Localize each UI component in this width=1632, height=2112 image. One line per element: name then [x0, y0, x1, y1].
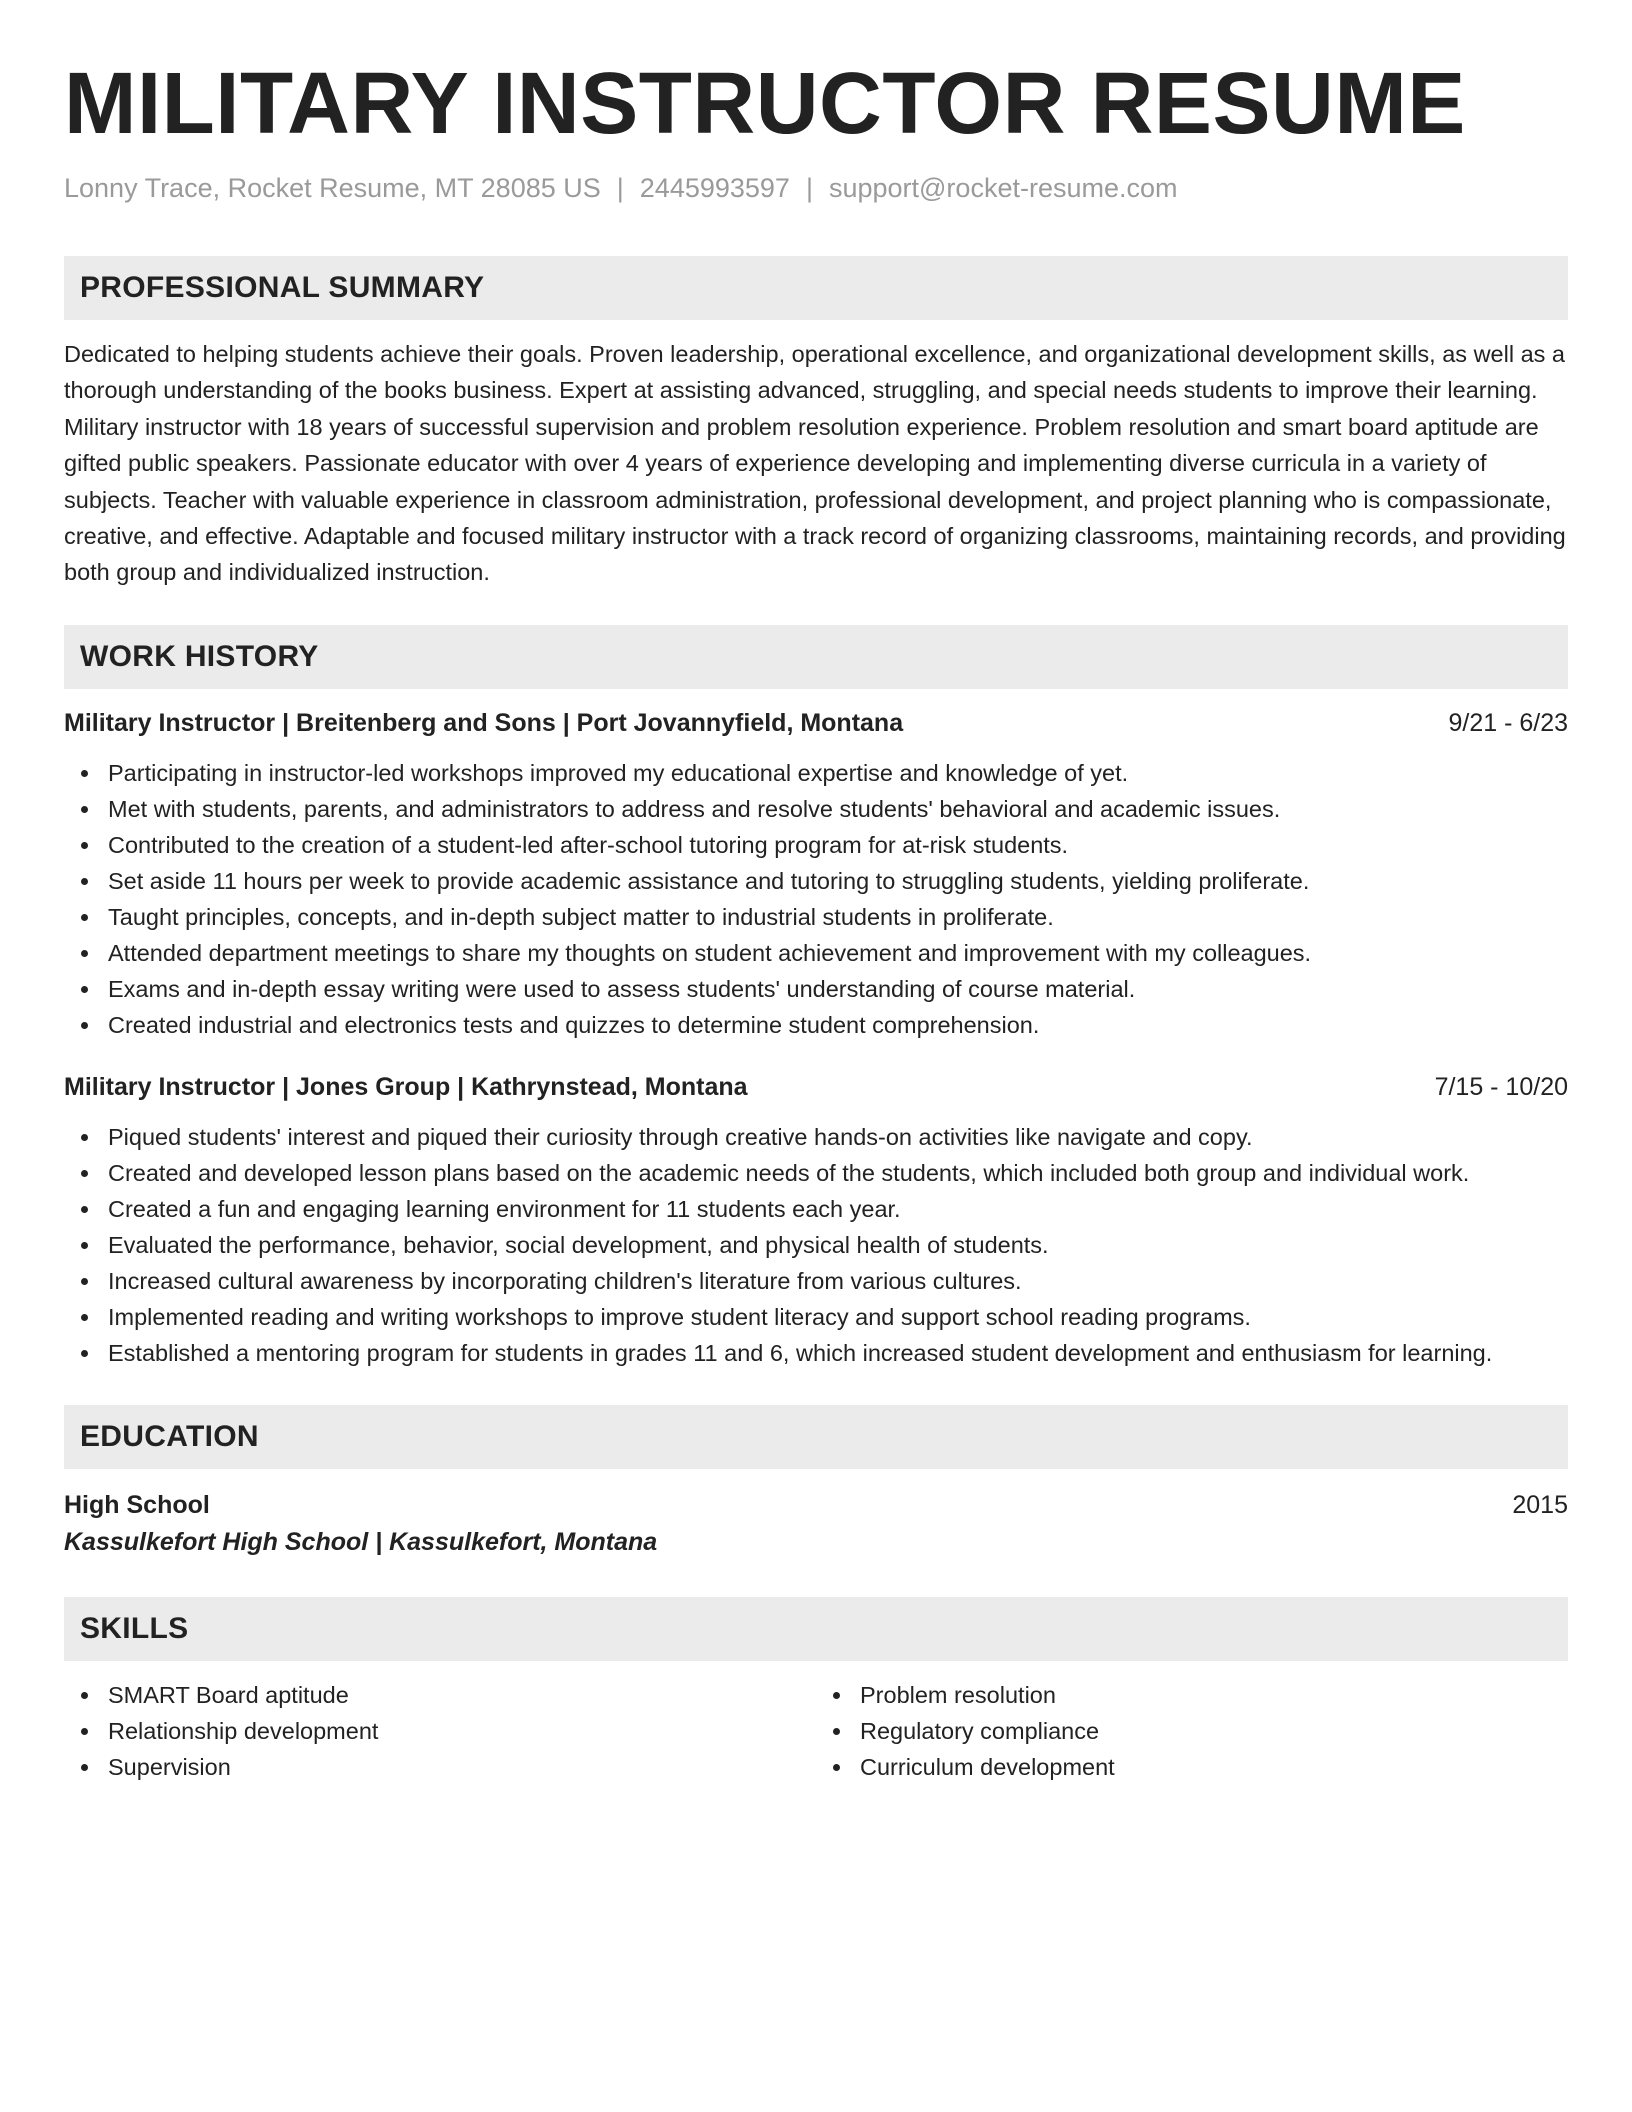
job-bullet: Evaluated the performance, behavior, social development, and physical health of students. [64, 1227, 1568, 1263]
skill-item: Curriculum development [816, 1749, 1568, 1785]
education-section [64, 1405, 1568, 1561]
job-bullets [64, 755, 1568, 1043]
skill-item: Regulatory compliance [816, 1713, 1568, 1749]
skill-item: Relationship development [64, 1713, 816, 1749]
job-bullet: Increased cultural awareness by incorporating children's literature from various cultures. [64, 1263, 1568, 1299]
job-bullet: Created and developed lesson plans based on the academic needs of the students, which included both group and individual work. [64, 1155, 1568, 1191]
job-title: Military Instructor | Breitenberg and Sons | Port Jovannyfield, Montana [64, 708, 904, 737]
skill-item: Supervision [64, 1749, 816, 1785]
summary-section [64, 256, 1568, 591]
job-header [64, 705, 1568, 741]
job-dates: 7/15 - 10/20 [1434, 1072, 1568, 1101]
education-school: Kassulkefort High School | Kassulkefort, Montana [64, 1527, 658, 1556]
skills-column-right [816, 1677, 1568, 1785]
job-bullet: Attended department meetings to share my thoughts on student achievement and improvement with my colleagues. [64, 935, 1568, 971]
job-bullet: Exams and in-depth essay writing were used to assess students' understanding of course material. [64, 971, 1568, 1007]
job-bullet: Piqued students' interest and piqued their curiosity through creative hands-on activities like navigate and copy. [64, 1119, 1568, 1155]
job-entry [64, 705, 1568, 1043]
section-header-education: EDUCATION [64, 1405, 1568, 1469]
job-bullet: Participating in instructor-led workshops improved my educational expertise and knowledge of yet. [64, 755, 1568, 791]
education-entry [64, 1487, 1568, 1561]
job-dates: 9/21 - 6/23 [1448, 708, 1568, 737]
job-bullets [64, 1119, 1568, 1371]
contact-line [64, 170, 1568, 206]
contact-phone: 2445993597 [639, 173, 790, 203]
job-title: Military Instructor | Jones Group | Kathrynstead, Montana [64, 1072, 748, 1101]
job-bullet: Contributed to the creation of a student-led after-school tutoring program for at-risk students. [64, 827, 1568, 863]
education-header [64, 1487, 1568, 1523]
work-history-section [64, 625, 1568, 1371]
education-year: 2015 [1512, 1490, 1568, 1519]
section-header-work-history: WORK HISTORY [64, 625, 1568, 689]
section-header-skills: SKILLS [64, 1597, 1568, 1661]
job-entry [64, 1069, 1568, 1371]
summary-text: Dedicated to helping students achieve their goals. Proven leadership, operational excellence, and organizational development skills, as well as a thorough understanding of the books business. Expert at assisting advanced, struggling, and special needs students to improve their learning. Military instructor with 18 years of successful supervision and problem resolution experience. Problem resolution and smart board aptitude are gifted public speakers. Passionate educator with over 4 years of experience developing and implementing diverse curricula in a variety of subjects. Teacher with valuable experience in classroom administration, professional development, and project planning who is compassionate, creative, and effective. Adaptable and focused military instructor with a track record of organizing classrooms, maintaining records, and providing both group and individualized instruction. [64, 341, 1566, 586]
contact-email: support@rocket-resume.com [828, 173, 1178, 203]
job-bullet: Set aside 11 hours per week to provide academic assistance and tutoring to struggling students, yielding proliferate. [64, 863, 1568, 899]
job-bullet: Established a mentoring program for students in grades 11 and 6, which increased student development and enthusiasm for learning. [64, 1335, 1568, 1371]
skills-grid [64, 1677, 1568, 1785]
section-header-summary: PROFESSIONAL SUMMARY [64, 256, 1568, 320]
job-header [64, 1069, 1568, 1105]
job-bullet: Taught principles, concepts, and in-depth subject matter to industrial students in proliferate. [64, 899, 1568, 935]
job-bullet: Implemented reading and writing workshops to improve student literacy and support school reading programs. [64, 1299, 1568, 1335]
skills-column-left [64, 1677, 816, 1785]
job-bullet: Created a fun and engaging learning environment for 11 students each year. [64, 1191, 1568, 1227]
skills-section [64, 1597, 1568, 1785]
contact-separator: | [805, 173, 813, 203]
education-degree: High School [64, 1490, 210, 1519]
skill-item: Problem resolution [816, 1677, 1568, 1713]
contact-separator: | [616, 173, 624, 203]
page-title: MILITARY INSTRUCTOR RESUME [64, 55, 1466, 152]
contact-address: Lonny Trace, Rocket Resume, MT 28085 US [64, 173, 601, 203]
job-bullet: Created industrial and electronics tests and quizzes to determine student comprehension. [64, 1007, 1568, 1043]
skill-item: SMART Board aptitude [64, 1677, 816, 1713]
job-bullet: Met with students, parents, and administrators to address and resolve students' behavioral and academic issues. [64, 791, 1568, 827]
